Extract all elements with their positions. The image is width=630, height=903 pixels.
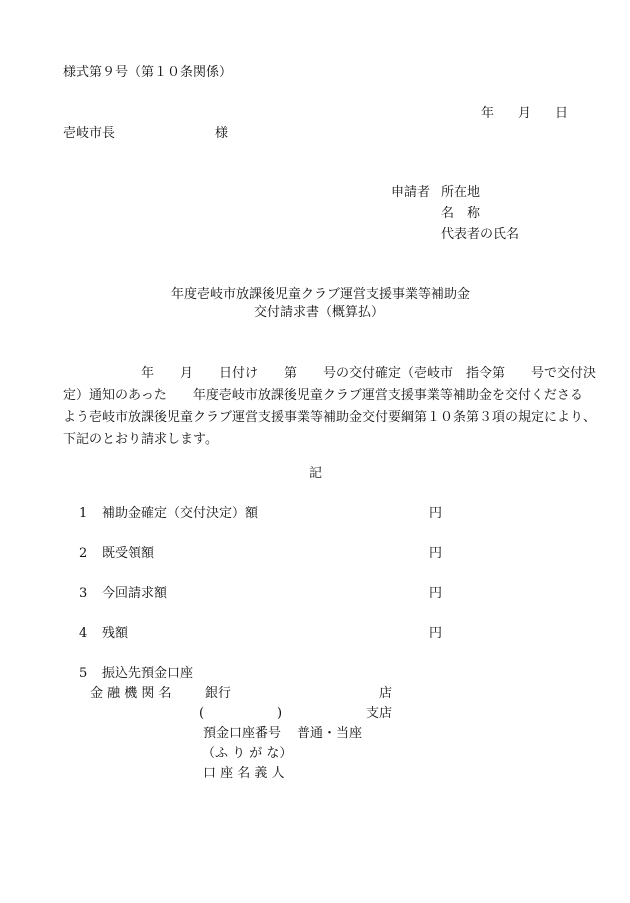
item-unit: 円 [429, 506, 443, 521]
item-number: 1 [79, 506, 88, 521]
document-title-line2: 交付請求書（概算払） [254, 305, 385, 320]
addressee: 壱岐市長 [63, 126, 116, 141]
paragraph-line: 定）通知のあった 年度壱岐市放課後児童クラブ運営支援事業等補助金を交付くださる [63, 388, 583, 403]
item-number: 4 [79, 626, 88, 641]
date-day-label: 日 [555, 106, 569, 121]
applicant-representative-label: 代表者の氏名 [441, 227, 520, 242]
item-number: 5 [79, 666, 88, 681]
bank-suffix: 銀行 [205, 686, 232, 701]
applicant-name-label: 名 称 [441, 206, 481, 221]
bank-heading: 振込先預金口座 [102, 666, 194, 681]
item-unit: 円 [429, 546, 443, 561]
applicant-address-label: 所在地 [441, 185, 481, 200]
branch-paren-open: ( [199, 706, 205, 721]
account-type: 普通・当座 [297, 726, 363, 741]
branch-paren-close: ) [277, 706, 283, 721]
item-label-received-amount: 既受領額 [102, 546, 155, 561]
account-number-label: 預金口座番号 [203, 726, 282, 741]
date-month-label: 月 [518, 106, 532, 121]
item-unit: 円 [429, 626, 443, 641]
applicant-label: 申請者 [391, 185, 431, 200]
institution-label: 金 融 機 関 名 [90, 686, 172, 701]
paragraph-line: 下記のとおり請求します。 [63, 432, 218, 447]
item-number: 2 [79, 546, 88, 561]
honorific: 様 [215, 126, 229, 141]
item-label-current-request: 今回請求額 [102, 586, 168, 601]
item-label-confirmed-amount: 補助金確定（交付決定）額 [102, 506, 259, 521]
furigana-label: （ふ り が な） [202, 746, 293, 761]
paragraph-line: よう壱岐市放課後児童クラブ運営支援事業等補助金交付要綱第１０条第３項の規定により、 [63, 410, 597, 425]
request-paragraph [63, 363, 597, 451]
item-label-remaining: 残額 [102, 626, 129, 641]
document-title-line1: 年度壱岐市放課後児童クラブ運営支援事業等補助金 [171, 287, 471, 302]
form-number: 様式第９号（第１０条関係） [63, 65, 233, 80]
account-holder-label: 口 座 名 義 人 [203, 766, 285, 781]
item-unit: 円 [429, 586, 443, 601]
branch-suffix: 支店 [366, 706, 393, 721]
date-year-label: 年 [481, 106, 495, 121]
paragraph-line: 年 月 日付け 第 号の交付確定（壱岐市 指令第 号で交付決 [63, 366, 597, 381]
store-suffix: 店 [379, 686, 393, 701]
item-number: 3 [79, 586, 88, 601]
ki-heading: 記 [309, 466, 323, 481]
